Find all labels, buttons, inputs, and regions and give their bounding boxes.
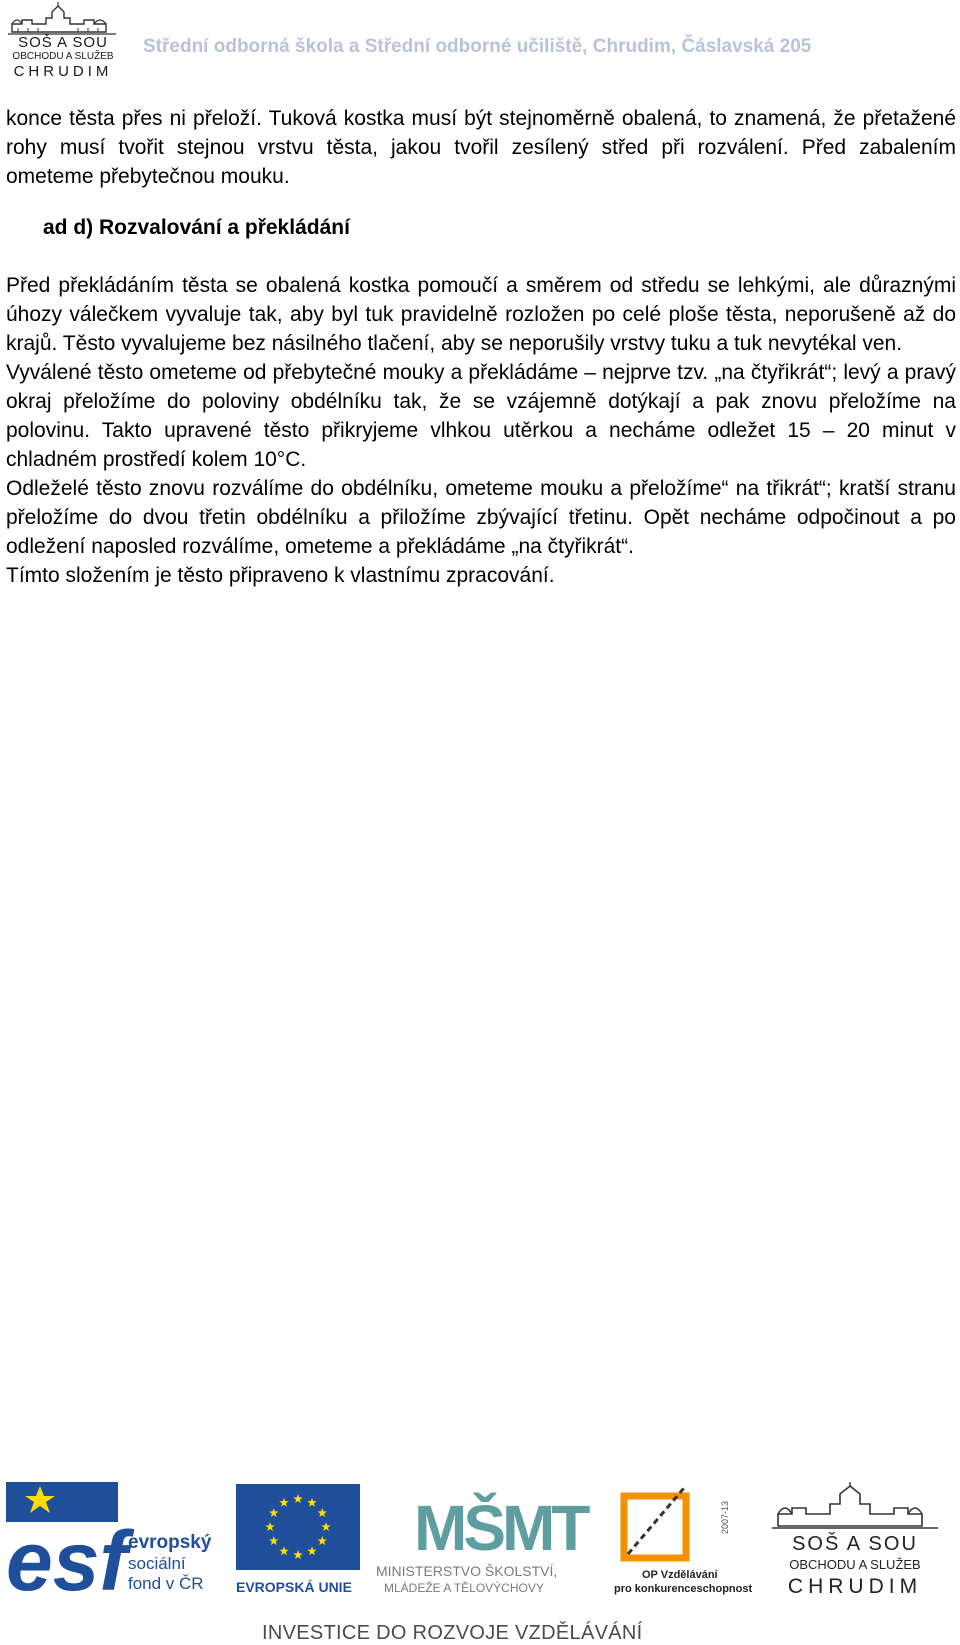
- paragraph-1: [6, 104, 956, 191]
- op-line-2: pro konkurenceschopnost: [614, 1583, 753, 1595]
- sos-footer-line-2: OBCHODU A SLUŽEB: [789, 1557, 921, 1572]
- logo-line-3: CHRUDIM: [13, 63, 113, 80]
- eu-label: EVROPSKÁ UNIE: [236, 1579, 352, 1595]
- eu-flag-icon: [236, 1484, 366, 1596]
- sos-footer-line-1: SOŠ A SOU: [792, 1533, 918, 1555]
- esf-icon: [6, 1482, 216, 1598]
- msmt-mark: MŠMT: [414, 1492, 587, 1564]
- castle-icon-footer: [768, 1482, 943, 1600]
- school-logo: [8, 2, 118, 80]
- op-line-1: OP Vzdělávání: [642, 1569, 718, 1581]
- esf-mark: esf: [6, 1514, 128, 1598]
- esf-logo: [6, 1482, 216, 1598]
- msmt-line-1: MINISTERSTVO ŠKOLSTVÍ,: [376, 1563, 558, 1579]
- sos-footer-line-3: CHRUDIM: [787, 1575, 923, 1598]
- castle-icon: [8, 2, 118, 36]
- op-years: 2007-13: [720, 1500, 730, 1534]
- paragraph-4: Odleželé těsto znovu rozválíme do obdélníku, ometeme mouku a přeložíme“ na třikrát“; kratší stranu přeložíme do dvou třetin obdélníku a přiložíme zbývající třetinu. Opět necháme odpočinout a po odležení naposled rozválíme, ometeme a překládáme „na čtyřikrát“.: [6, 477, 956, 558]
- esf-line-3: fond v ČR: [128, 1574, 204, 1593]
- section-heading: ad d) Rozvalování a překládání: [43, 216, 350, 239]
- school-logo-footer: [768, 1482, 943, 1600]
- paragraph-1-text: konce těsta přes ni přeloží. Tuková kostka musí být stejnoměrně obalená, to znamená, že přetažené rohy musí tvořit stejnou vrstvu těsta, jakou tvořil zesílený střed při rozválení. Před zabalením ometeme přebytečnou mouku.: [6, 107, 956, 188]
- msmt-icon: [376, 1480, 606, 1596]
- esf-line-1: evropský: [128, 1532, 212, 1553]
- header-title: Střední odborná škola a Střední odborné učiliště, Chrudim, Čáslavská 205: [143, 36, 812, 57]
- msmt-logo: [376, 1480, 606, 1596]
- esf-line-2: sociální: [128, 1554, 186, 1573]
- footer-logos: [0, 1480, 960, 1644]
- paragraph-2: Před překládáním těsta se obalená kostka pomoučí a směrem od středu se lehkými, ale důraznými úhozy válečkem vyvaluje tak, aby byl tuk pravidelně rozložen po celé ploše těsta, neporušeně až do krajů. Těsto vyvalujeme bez násilného tlačení, aby se neporušily vrstvy tuku a tuk nevytékal ven.: [6, 274, 956, 355]
- footer-slogan: INVESTICE DO ROZVOJE VZDĚLÁVÁNÍ: [262, 1622, 643, 1644]
- logo-line-1: SOŠ A SOU: [18, 34, 108, 51]
- logo-line-2: OBCHODU A SLUŽEB: [12, 51, 114, 62]
- paragraph-5: Tímto složením je těsto připraveno k vlastnímu zpracování.: [6, 564, 555, 587]
- body-text: [6, 271, 956, 590]
- op-logo: [614, 1482, 764, 1598]
- msmt-line-2: MLÁDEŽE A TĚLOVÝCHOVY: [384, 1581, 544, 1595]
- paragraph-3: Vyválené těsto ometeme od přebytečné mouky a překládáme – nejprve tzv. „na čtyřikrát“; levý a pravý okraj přeložíme do poloviny obdélníku tak, že se vzájemně dotýkají a pak znovu přeložíme na polovinu. Takto upravené těsto přikryjeme vlhkou utěrkou a necháme odležet 15 – 20 minut v chladném prostředí kolem 10°C.: [6, 361, 956, 471]
- eu-logo: [236, 1484, 366, 1596]
- op-icon: [614, 1482, 764, 1598]
